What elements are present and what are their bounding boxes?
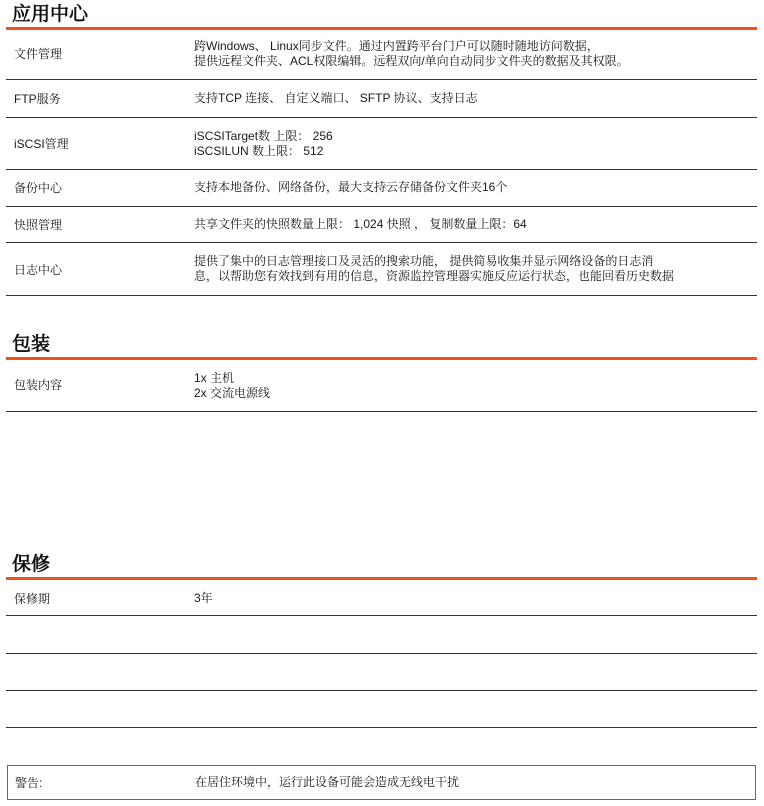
section-title-warranty: 保修 [12,553,51,575]
row-value: 跨Windows、 Linux同步文件。通过内置跨平台门户可以随时随地访问数据， 提供远程文件夹、ACL权限编辑。远程双向/单向自动同步文件夹的数据及其权限。 [194,39,629,68]
table-row [6,80,757,118]
row-value: 3年 [194,591,213,605]
empty-row-divider [6,653,757,654]
row-label: 包装内容 [14,378,63,392]
warning-text: 在居住环境中，运行此设备可能会造成无线电干扰 [195,775,460,789]
table-row [6,207,757,243]
table-row [6,30,757,80]
empty-row-divider [6,690,757,691]
row-value: iSCSITarget数 上限： 256 iSCSILUN 数上限： 512 [194,129,333,158]
row-value: 共享文件夹的快照数量上限： 1,024 快照 ， 复制数量上限：64 [194,217,527,231]
row-label: 文件管理 [14,47,63,61]
row-label: 保修期 [14,592,51,606]
table-row [6,243,757,296]
row-label: 快照管理 [14,218,63,232]
warning-box [7,765,756,800]
row-value: 提供了集中的日志管理接口及灵活的搜索功能， 提供简易收集并显示网络设备的日志消 息，以帮助您有效找到有用的信息，资源监控管理器实施反应运行状态，也能回看历史数据 [194,254,675,283]
row-label: FTP服务 [14,92,61,106]
row-value: 支持TCP 连接、 自定义端口、 SFTP 协议、支持日志 [194,91,478,105]
table-row [6,170,757,207]
row-label: 备份中心 [14,181,63,195]
empty-row-divider [6,727,757,728]
row-value: 支持本地备份、网络备份，最大支持云存储备份文件夹16个 [194,180,508,194]
warning-label: 警告: [15,776,43,790]
row-label: 日志中心 [14,263,63,277]
table-row [6,118,757,170]
row-value: 1x 主机 2x 交流电源线 [194,371,271,400]
table-row [6,580,757,616]
section-title-packaging: 包装 [12,333,51,355]
row-label: iSCSI管理 [14,137,69,151]
section-title-app-center: 应用中心 [12,3,89,25]
table-row [6,360,757,412]
